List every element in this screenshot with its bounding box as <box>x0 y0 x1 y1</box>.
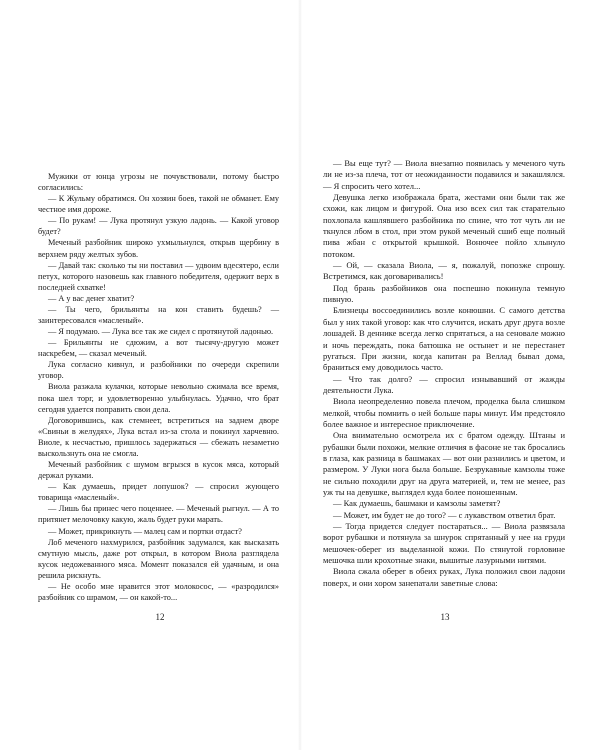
right-page-text <box>323 158 565 589</box>
paragraph: — Не особо мне нравится этот молокосос, — «разродился» разбойник со шрамом, — он какой-то... <box>38 581 279 602</box>
paragraph: — Что так долго? — спросил изнывавший от жажды деятельности Лука. <box>323 373 565 395</box>
paragraph: — Я подумаю. — Лука все так же сидел с протянутой ладонью. <box>48 327 274 337</box>
left-page-text <box>38 171 279 603</box>
paragraph: — Давай так: сколько ты ни поставил — удвоим вдесятеро, если петух, которого назовешь как главного победителя, одержит верх в последней схватке! <box>38 260 279 292</box>
paragraph: Виола сжала оберег в обеих руках, Лука положил свои ладони поверх, и они хором занепатали заветные слова: <box>323 566 565 588</box>
paragraph: — Лишь бы принес чего поценнее. — Меченый рыгнул. — А то притянет мелочовку какую, жаль будет руки марать. <box>38 504 279 525</box>
page-number: 13 <box>440 612 450 622</box>
paragraph: Близнецы воссоединились возле конюшни. С самого детства был у них такой уговор: как что случится, искать друг друга возле лошадей. В деннике всегда легко спрятаться, а на сеновале можно и ночь переждать, пока батюшка не остынет и не перестанет ругаться. При жизни, когда капитан ра Веллад бывал дома, браниться ему доводилось часто. <box>323 305 565 373</box>
paragraph: — Как думаешь, башмаки и камзолы заметят? <box>333 498 501 509</box>
paragraph: Договорившись, как стемнеет, встретиться на заднем дворе «Свиньи в желудях», Лука встал из-за стола и покинул харчевню. Виоле, к несчастью, пришлось задержаться — сбежать незаметно выскользнуть она не смогла. <box>38 415 279 458</box>
paragraph: Она внимательно осмотрела их с братом одежду. Штаны и рубашки были похожи, мелкие отличия в фасоне не так бросались в глаза, как разница в башмаках — вот они разнились и цветом, и размером. У Луки нога была больше. Безрукавные камзолы тоже не сильно походили друг на друга материей, и, тем не менее, раз уж ты на девушке, выглядел куда более поношенным. <box>323 430 565 497</box>
paragraph: Меченый разбойник с шумом вгрызся в кусок мяса, который держал руками. <box>38 460 279 481</box>
paragraph: Лука согласно кивнул, и разбойники по очереди скрепили уговор. <box>38 360 279 381</box>
page-number: 12 <box>155 612 165 622</box>
paragraph: — Может, прикрикнуть — малец сам и портки отдаст? <box>48 526 242 536</box>
paragraph: Виола разжала кулачки, которые невольно сжимала все время, пока шел торг, и удовлетворенно улыбнулась. Удачно, что брат сегодня удается поправить свои дела. <box>38 382 279 414</box>
paragraph: Под брань разбойников она поспешно покинула темную пивную. <box>323 282 565 305</box>
paragraph: — По рукам! — Лука протянул узкую ладонь. — Какой уговор будет? <box>38 216 279 237</box>
paragraph: Меченый разбойник широко ухмыльнулся, открыв щербину в верхнем ряду желтых зубов. <box>38 238 279 259</box>
paragraph: — Ой, — сказала Виола, — я, пожалуй, попозже спрошу. Встретимся, как договаривались! <box>323 260 565 282</box>
paragraph: Виола неопределенно повела плечом, проделка была слишком мелкой, чтобы помнить о ней больше пары минут. Им предстояло более важное и интересное приключение. <box>323 396 565 429</box>
paragraph: Мужики от юнца угрозы не почувствовали, потому быстро согласились: <box>38 172 279 193</box>
paragraph: — Тогда придется следует постараться... — Виола развязала ворот рубашки и потянула за шнурок спрятанный у нее на груди мешочек-оберег из выделанной кожи. По стянутой горловине мешочка шли крохотные знаки, вышитые лазурными нитями. <box>323 521 565 566</box>
paragraph: — Как думаешь, придет лопушок? — спросил жующего товарища «масленый». <box>38 482 279 503</box>
paragraph: Лоб меченого нахмурился, разбойник задумался, как высказать смутную мысль, даже рот открыл, в котором Виола разглядела кусок недожеванного мяса. Момент показался ей удачным, и она решила рискнуть. <box>38 537 279 580</box>
paragraph: — А у вас денег хватит? <box>48 293 135 303</box>
paragraph: — Вы еще тут? — Виола внезапно появилась у меченого чуть ли не из-за плеча, тот от неожиданности подавился и закашлялся. — Я спросить чего хотел... <box>323 158 565 191</box>
paragraph: — Ты чего, брильянты на кон ставить будешь? — заинтересовался «масленый». <box>38 304 279 326</box>
paragraph: — Брильянты не сдюжим, а вот тысячу-другую может наскребем, — сказал меченый. <box>38 338 279 359</box>
right-page <box>300 0 600 750</box>
paragraph: — Может, им будет не до того? — с лукавством ответил брат. <box>333 509 556 520</box>
paragraph: Девушка легко изображала брата, жестами они были так же схожи, как лицом и фигурой. Она изо всех сил так старательно похлопала кашлявшего разбойника по спине, что тот чуть ли не ткнулся лбом в стол, при этом рукой меченый сшиб еще полный пива жбан с открытой крышкой. Вонючее пойло хлынуло потоком. <box>323 192 565 259</box>
paragraph: — К Жульму обратимся. Он хозяин боев, такой не обманет. Ему честное имя дороже. <box>38 194 279 215</box>
